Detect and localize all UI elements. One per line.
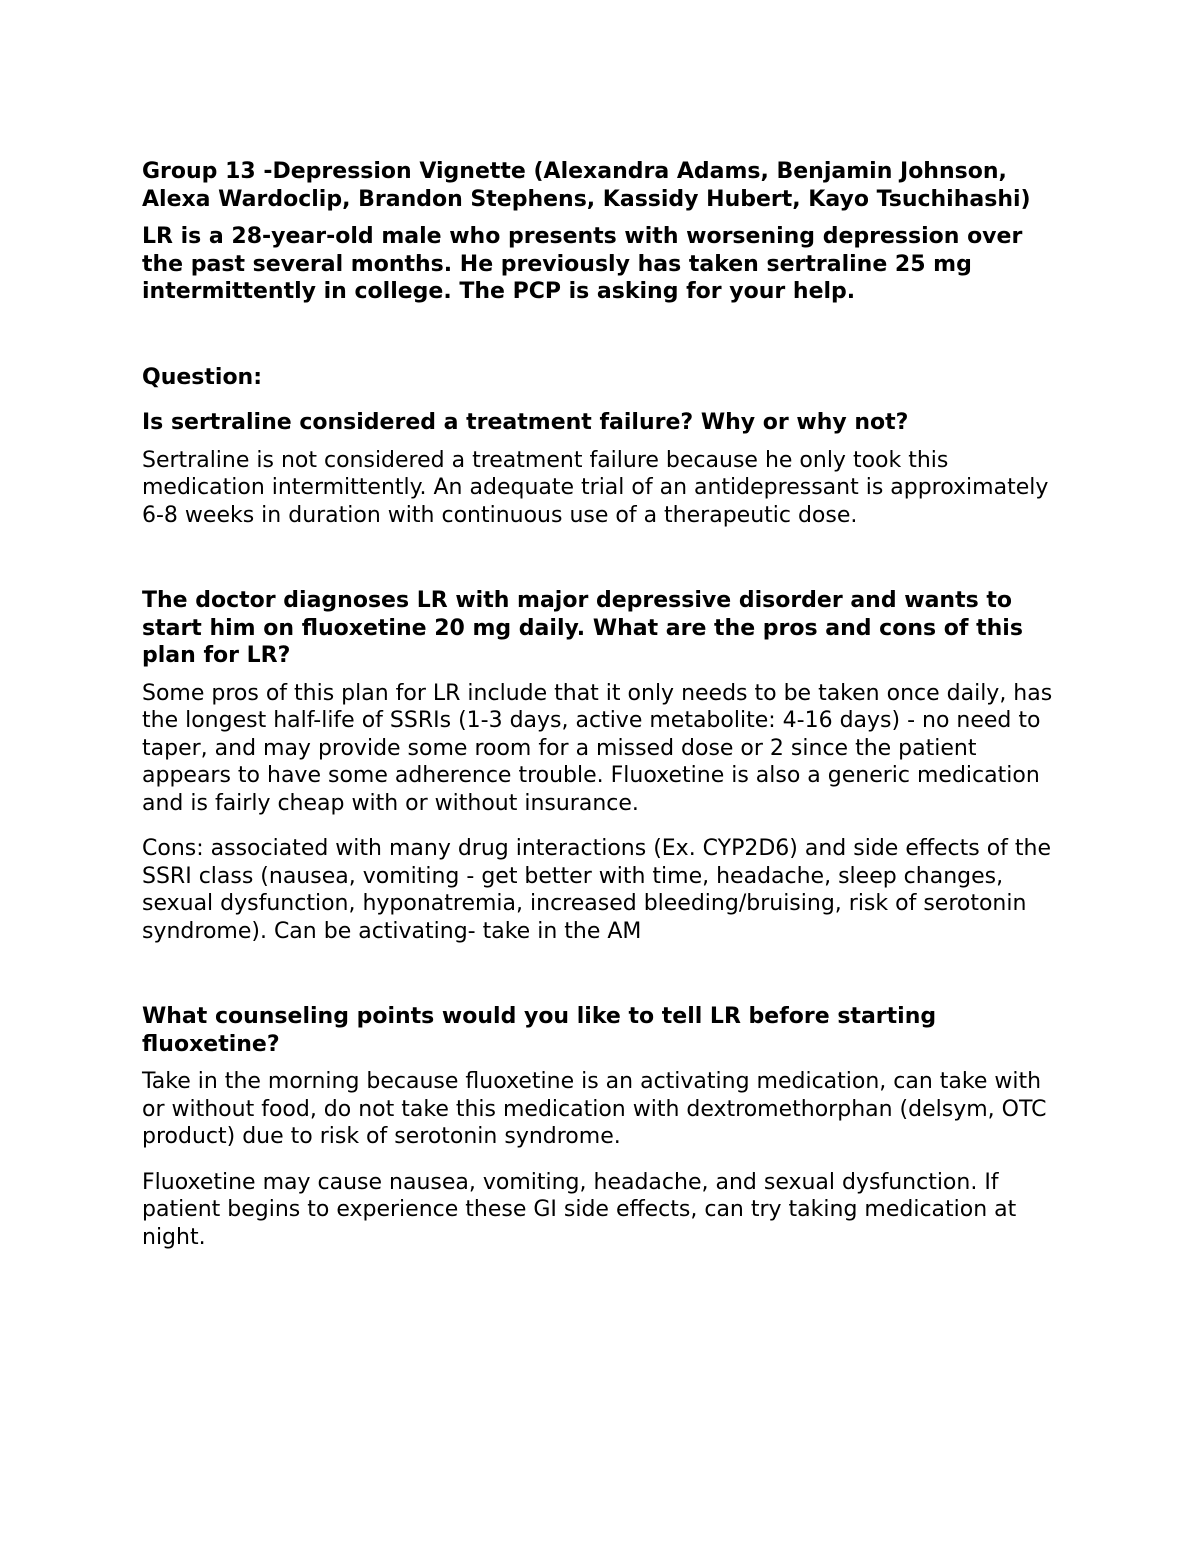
question-2: The doctor diagnoses LR with major depressive disorder and wants to start him on fluoxetine 20 mg daily. What are the pros and cons of this plan for LR? bbox=[142, 588, 1023, 668]
question-heading: Question: bbox=[142, 364, 263, 390]
answer-2-pros: Some pros of this plan for LR include that it only needs to be taken once daily, has the longest half-life of SSRIs (1-3 days, active metabolite: 4-16 days) - no need to taper, and may provide some room for a missed dose or 2 since the patient appears to have some adherence trouble. Fluoxetine is also a generic medication and is fairly cheap with or without insurance. bbox=[142, 680, 1053, 816]
case-intro: LR is a 28-year-old male who presents with worsening depression over the past several months. He previously has taken sertraline 25 mg intermittently in college. The PCP is asking for your help. bbox=[142, 224, 1023, 304]
document-title: Group 13 -Depression Vignette (Alexandra Adams, Benjamin Johnson, Alexa Wardoclip, Brandon Stephens, Kassidy Hubert, Kayo Tsuchihashi) bbox=[142, 159, 1031, 212]
question-1: Is sertraline considered a treatment failure? Why or why not? bbox=[142, 410, 909, 435]
question-3: What counseling points would you like to tell LR before starting fluoxetine? bbox=[142, 1004, 937, 1057]
document-page bbox=[142, 158, 1062, 1251]
answer-2-cons: Cons: associated with many drug interactions (Ex. CYP2D6) and side effects of the SSRI class (nausea, vomiting - get better with time, headache, sleep changes, sexual dysfunction, hyponatremia, increased bleeding/bruising, risk of serotonin syndrome). Can be activating- take in the AM bbox=[142, 836, 1052, 944]
answer-1: Sertraline is not considered a treatment failure because he only took this medication intermittently. An adequate trial of an antidepressant is approximately 6-8 weeks in duration with continuous use of a therapeutic dose. bbox=[142, 447, 1049, 528]
answer-3-part-2: Fluoxetine may cause nausea, vomiting, headache, and sexual dysfunction. If patient begins to experience these GI side effects, can try taking medication at night. bbox=[142, 1169, 1017, 1250]
answer-3-part-1: Take in the morning because fluoxetine is an activating medication, can take with or without food, do not take this medication with dextromethorphan (delsym, OTC product) due to risk of serotonin syndrome. bbox=[142, 1069, 1047, 1149]
